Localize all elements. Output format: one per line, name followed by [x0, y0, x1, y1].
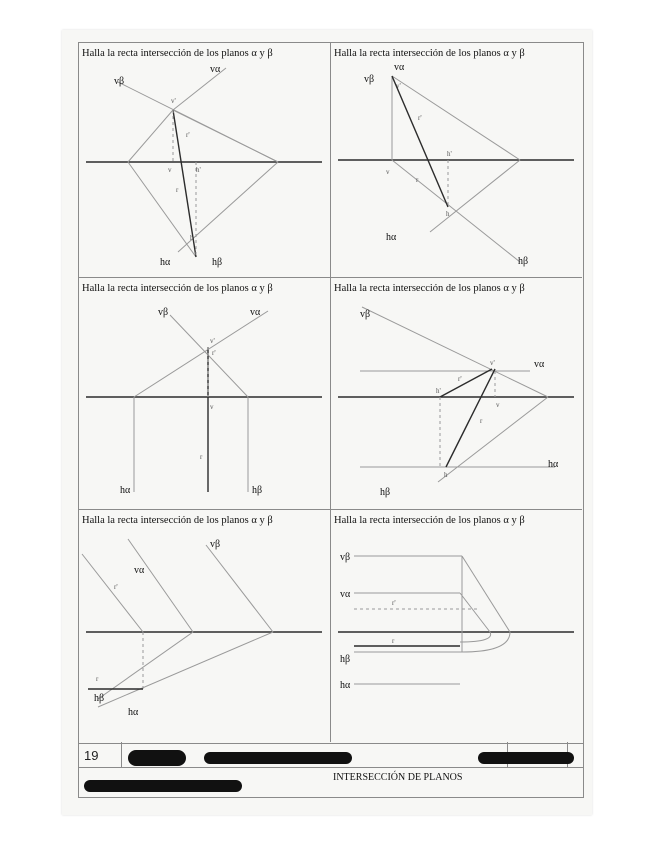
label-v-alpha: vα — [534, 359, 545, 370]
redaction-mark — [84, 780, 242, 792]
mark-r: r — [480, 417, 483, 425]
panel-3-drawing — [78, 277, 330, 509]
panel-6-drawing — [330, 509, 582, 742]
mark-h: h — [446, 210, 450, 218]
v-beta-segment — [128, 110, 173, 162]
label-v-beta: vβ — [340, 552, 351, 563]
mark-v: v — [168, 166, 172, 174]
label-h-alpha: hα — [386, 232, 397, 243]
label-h-alpha: hα — [340, 680, 351, 691]
redaction-mark — [204, 752, 352, 764]
panel-2-title: Halla la recta intersección de los planos α y β — [334, 48, 525, 59]
label-h-beta: hβ — [94, 693, 105, 704]
h-beta-trace — [98, 632, 273, 707]
mark-r: r — [200, 453, 203, 461]
mark-h: h — [444, 471, 448, 479]
sheet-number: 19 — [84, 748, 99, 763]
intersection-line-r-prime — [440, 369, 492, 397]
label-h-alpha: hα — [548, 459, 559, 470]
mark-v: v — [210, 403, 214, 411]
intersection-line-r — [446, 369, 495, 467]
v-beta-trace — [206, 545, 273, 632]
label-h-beta: hβ — [252, 485, 263, 496]
mark-v: v — [386, 168, 390, 176]
mark-v-prime: v' — [171, 97, 176, 105]
mark-r-prime: r' — [114, 583, 118, 591]
label-v-beta: vβ — [364, 74, 375, 85]
mark-h-prime: h' — [447, 150, 452, 158]
label-v-alpha: vα — [250, 307, 261, 318]
rotation-arc-2 — [460, 632, 491, 642]
mark-v-prime: v' — [490, 359, 495, 367]
v-alpha-trace — [128, 539, 193, 632]
mark-v-prime: v' — [210, 337, 215, 345]
label-h-beta: hβ — [518, 256, 529, 267]
v-alpha-trace — [392, 76, 520, 160]
panel-3-title: Halla la recta intersección de los planos α y β — [82, 283, 273, 294]
intersection-line-r — [392, 76, 448, 207]
v-beta-trace — [170, 315, 248, 397]
mark-h: h — [190, 234, 194, 242]
profile-line-1 — [462, 556, 510, 632]
label-v-alpha: vα — [340, 589, 351, 600]
mark-v-prime: v' — [396, 82, 401, 90]
mark-r: r — [416, 176, 419, 184]
panel-2-drawing — [330, 42, 582, 277]
panel-5-drawing — [78, 509, 330, 742]
subject-title: INTERSECCIÓN DE PLANOS — [333, 772, 463, 783]
label-v-alpha: vα — [394, 62, 405, 73]
v-beta-trace — [362, 307, 548, 397]
mark-r-prime: r' — [212, 349, 216, 357]
label-h-alpha: hα — [120, 485, 131, 496]
label-h-beta: hβ — [212, 257, 223, 268]
h-alpha-trace — [128, 162, 196, 257]
label-h-beta: hβ — [340, 654, 351, 665]
label-v-alpha: vα — [210, 64, 221, 75]
panel-4-drawing — [330, 277, 582, 509]
label-h-alpha: hα — [128, 707, 139, 718]
label-v-beta: vβ — [158, 307, 169, 318]
mark-r-prime: r' — [186, 131, 190, 139]
mark-v: v — [496, 401, 500, 409]
mark-r: r — [176, 186, 179, 194]
redaction-mark — [128, 750, 186, 766]
mark-r: r — [96, 675, 99, 683]
label-v-beta: vβ — [210, 539, 221, 550]
panel-5-title: Halla la recta intersección de los planos α y β — [82, 515, 273, 526]
h-beta-trace — [438, 397, 548, 482]
panel-1-drawing — [78, 42, 330, 277]
panel-4-title: Halla la recta intersección de los planos α y β — [334, 283, 525, 294]
label-v-beta: vβ — [114, 76, 125, 87]
label-v-alpha: vα — [134, 565, 145, 576]
panel-6-title: Halla la recta intersección de los planos α y β — [334, 515, 525, 526]
mark-h-prime: h' — [196, 166, 201, 174]
label-v-beta: vβ — [360, 309, 371, 320]
mark-r-prime: r' — [418, 114, 422, 122]
profile-line-2 — [460, 593, 490, 632]
mark-h-prime: h' — [436, 387, 441, 395]
panel-1-title: Halla la recta intersección de los planos α y β — [82, 48, 273, 59]
mark-r: r — [392, 637, 395, 645]
label-h-beta: hβ — [380, 487, 391, 498]
mark-r-prime: r' — [458, 375, 462, 383]
v-alpha-trace — [134, 311, 268, 397]
mark-r-prime: r' — [392, 599, 396, 607]
redaction-mark — [478, 752, 574, 764]
label-h-alpha: hα — [160, 257, 171, 268]
